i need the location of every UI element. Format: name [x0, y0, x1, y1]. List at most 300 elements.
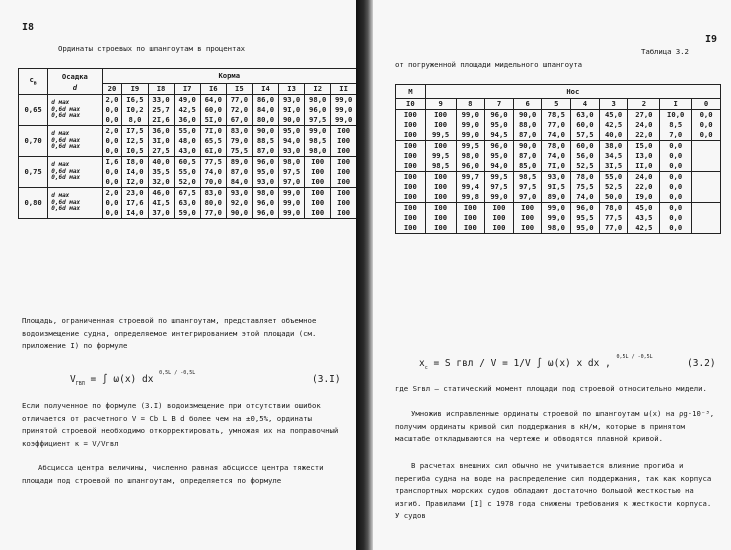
value-cell: 74,0 — [542, 151, 571, 161]
draft-label: d маx — [51, 129, 70, 137]
value-cell: 24,0 — [628, 172, 660, 183]
value-cell: 0,0 — [660, 172, 692, 183]
value-cell: 0,0 — [102, 146, 122, 157]
value-cell: 97,5 — [485, 182, 514, 192]
value-cell: 3I,0 — [148, 136, 174, 146]
value-cell: I2,0 — [122, 177, 148, 188]
formula-3-2: $x_c = S$ гвл / V = 1/V ∫ ω(x) x dx , $^{0,5L / -0,5L}$ — [419, 354, 653, 371]
value-cell: 60,5 — [174, 157, 200, 168]
book-spine — [356, 0, 373, 550]
value-cell: 84,0 — [252, 105, 278, 115]
value-cell: I4,0 — [122, 208, 148, 219]
value-cell: 99,0 — [279, 188, 305, 199]
value-cell: 99,5 — [425, 130, 456, 141]
value-cell: I00 — [396, 141, 426, 152]
value-cell: I7,6 — [122, 198, 148, 208]
value-cell: 8,0 — [122, 115, 148, 126]
value-cell: 99,0 — [334, 105, 353, 114]
value-cell: I00 — [485, 203, 514, 214]
value-cell: I00 — [396, 120, 426, 130]
value-cell: 64,0 — [200, 95, 226, 106]
value-cell: 52,0 — [174, 177, 200, 188]
value-cell: 40,0 — [599, 130, 628, 141]
value-cell: I9,0 — [628, 192, 660, 203]
value-cell: 27,5 — [148, 146, 174, 157]
value-cell: 2,0 — [102, 95, 122, 106]
value-cell: I00 — [425, 203, 456, 214]
value-cell: 7,0 — [660, 130, 692, 141]
cb-value-cell: 0,80 — [19, 188, 48, 219]
value-cell — [692, 182, 721, 192]
table-row — [396, 172, 721, 183]
value-cell: 42,5 — [628, 223, 660, 234]
value-cell: 0,0 — [660, 141, 692, 152]
value-cell: I00 — [396, 161, 426, 172]
value-cell: 99,5 — [485, 172, 514, 183]
value-cell: 7I,0 — [200, 126, 226, 137]
value-cell: 88,0 — [513, 120, 542, 130]
value-cell: 94,5 — [485, 130, 514, 141]
frame-header-cell: 6 — [513, 99, 542, 110]
formula-3-1: $V_{ГВЛ}$ = ∫ ω(x) dx $^{0,5L / -0,5L}$ — [70, 370, 196, 387]
value-cell: 99,4 — [456, 182, 485, 192]
value-cell: 60,0 — [571, 120, 600, 130]
table-row — [396, 192, 721, 203]
value-cell: 99,0 — [331, 115, 356, 126]
bow-title: Нос — [425, 85, 720, 99]
value-cell: I4,0 — [122, 167, 148, 177]
value-cell: 67,5 — [174, 188, 200, 199]
value-cell — [692, 161, 721, 172]
frame-header-cell: I9 — [122, 84, 148, 95]
right-ordinates-table — [395, 84, 721, 234]
value-cell: 77,0 — [599, 223, 628, 234]
value-cell: 89,0 — [226, 157, 252, 168]
frame-header-cell: I4 — [252, 84, 278, 95]
value-cell: 37,0 — [148, 208, 174, 219]
draft-label: 0,6d маx — [51, 112, 81, 120]
value-cell — [692, 141, 721, 152]
value-cell: 98,5 — [513, 172, 542, 183]
value-cell: 56,0 — [571, 151, 600, 161]
frame-header-cell: I — [660, 99, 692, 110]
frame-header-cell: I3 — [279, 84, 305, 95]
value-cell: 59,0 — [174, 208, 200, 219]
value-cell: I00 — [331, 208, 356, 219]
value-cell: 0,0 — [660, 151, 692, 161]
value-cell: I00 — [331, 146, 356, 157]
value-cell: 25,7 — [148, 105, 174, 115]
value-cell: 99,0 — [456, 130, 485, 141]
value-cell: 95,0 — [252, 167, 278, 177]
value-cell: I00 — [485, 213, 514, 223]
value-cell: I5,0 — [628, 141, 660, 152]
left-paragraph-1: Площадь, ограниченная строевой по шпангоутам, представляет объемное водоизмещение судна, определяемое интегрированием этой площади (см. приложение I) по формуле — [22, 316, 317, 351]
value-cell: 0,0 — [102, 105, 122, 115]
value-cell: I00 — [485, 223, 514, 234]
frame-header-cell: 20 — [102, 84, 122, 95]
value-cell: I00 — [337, 188, 351, 197]
value-cell: I00 — [305, 177, 331, 188]
table-row — [19, 157, 357, 168]
value-cell: 74,0 — [542, 130, 571, 141]
value-cell: I00 — [456, 213, 485, 223]
value-cell: I00 — [456, 223, 485, 234]
table-row — [396, 151, 721, 161]
right-page-number: I9 — [705, 34, 718, 45]
value-cell: 98,0 — [456, 151, 485, 161]
value-cell: 23,0 — [122, 188, 148, 199]
value-cell: 98,5 — [425, 161, 456, 172]
draft-label: 0,6d маx — [51, 167, 81, 175]
table-label: Таблица 3.2 — [641, 47, 689, 56]
value-cell: 36,0 — [174, 115, 200, 126]
value-cell: 55,0 — [599, 172, 628, 183]
value-cell: 0,0 — [660, 213, 692, 223]
value-cell: I00 — [425, 223, 456, 234]
value-cell — [692, 192, 721, 203]
value-cell: I00 — [331, 177, 356, 188]
draft-label: 0,6d маx — [51, 136, 81, 144]
value-cell: I7,5 — [122, 126, 148, 137]
value-cell: I00 — [305, 198, 331, 208]
value-cell: 96,0 — [252, 198, 278, 208]
value-cell: 99,0 — [542, 203, 571, 214]
value-cell: I0,5 — [122, 146, 148, 157]
value-cell: 74,0 — [571, 192, 600, 203]
value-cell: 70,0 — [200, 177, 226, 188]
draft-label: d маx — [51, 160, 70, 168]
value-cell: 55,0 — [174, 126, 200, 137]
value-cell: 2,0 — [102, 126, 122, 137]
value-cell: I00 — [425, 141, 456, 152]
value-cell: 32,0 — [148, 177, 174, 188]
draft-label: d маx — [51, 191, 70, 199]
value-cell: 0,0 — [699, 120, 713, 129]
value-cell: 99,7 — [456, 172, 485, 183]
osadka-header: Осадка d — [48, 69, 102, 95]
table-row — [396, 120, 721, 130]
cb-header: $c_в$ — [19, 69, 48, 95]
value-cell: 97,5 — [279, 167, 305, 177]
value-cell: 78,0 — [571, 172, 600, 183]
value-cell: 34,5 — [599, 151, 628, 161]
value-cell: 85,0 — [513, 161, 542, 172]
value-cell: 0,0 — [699, 110, 713, 119]
value-cell: 7I,0 — [542, 161, 571, 172]
value-cell: 99,0 — [279, 208, 305, 219]
value-cell: 0,0 — [692, 130, 721, 141]
value-cell: 63,0 — [174, 198, 200, 208]
value-cell: 6I,0 — [200, 146, 226, 157]
value-cell: 2,0 — [102, 188, 122, 199]
value-cell: 74,0 — [200, 167, 226, 177]
value-cell: I,6 — [102, 157, 122, 168]
draft-label: 0,6d маx — [51, 198, 81, 206]
value-cell: 84,0 — [226, 177, 252, 188]
value-cell: 95,0 — [485, 120, 514, 130]
frame-header-cell: I8 — [148, 84, 174, 95]
draft-labels-cell — [48, 95, 102, 126]
frame-header-cell: I0 — [396, 99, 426, 110]
value-cell: 90,0 — [513, 110, 542, 121]
draft-label: 0,6d маx — [51, 174, 81, 182]
value-cell: 78,0 — [542, 141, 571, 152]
value-cell: 90,0 — [279, 115, 305, 126]
value-cell: I00 — [456, 203, 485, 214]
value-cell: I2,5 — [122, 136, 148, 146]
frame-header-cell: I6 — [200, 84, 226, 95]
value-cell: 93,0 — [279, 146, 305, 157]
value-cell: 9I,0 — [279, 105, 305, 115]
value-cell: 22,0 — [628, 130, 660, 141]
value-cell: 65,5 — [200, 136, 226, 146]
value-cell: 33,0 — [148, 95, 174, 106]
value-cell: 2I,6 — [148, 115, 174, 126]
value-cell: 0,0 — [102, 208, 122, 219]
right-table-caption: от погруженной площади мидельного шпангоута — [395, 60, 583, 69]
value-cell: 98,5 — [305, 136, 331, 146]
value-cell: I00 — [396, 182, 426, 192]
value-cell: 40,0 — [148, 157, 174, 168]
cb-value-cell: 0,75 — [19, 157, 48, 188]
value-cell: 77,0 — [226, 95, 252, 106]
value-cell: 87,0 — [226, 167, 252, 177]
value-cell: I00 — [513, 203, 542, 214]
frame-header-cell: 7 — [485, 99, 514, 110]
value-cell: I0,0 — [660, 110, 692, 121]
value-cell: I00 — [513, 223, 542, 234]
value-cell — [692, 203, 721, 214]
frame-header-cell: 3 — [599, 99, 628, 110]
frame-header-cell: 2 — [628, 99, 660, 110]
value-cell: 0,0 — [102, 115, 122, 126]
value-cell: 87,0 — [513, 130, 542, 141]
value-cell: 42,5 — [599, 120, 628, 130]
table-row — [19, 188, 357, 199]
value-cell: 92,0 — [226, 198, 252, 208]
table-row — [396, 203, 721, 214]
value-cell: 52,5 — [571, 161, 600, 172]
table-row — [396, 141, 721, 152]
formula-3-1-number: (3.I) — [312, 374, 341, 385]
value-cell: I00 — [425, 192, 456, 203]
value-cell: I00 — [396, 130, 426, 141]
value-cell: 88,5 — [252, 136, 278, 146]
value-cell: II,0 — [628, 161, 660, 172]
value-cell: I00 — [396, 110, 426, 121]
value-cell: 95,5 — [571, 213, 600, 223]
value-cell: 49,0 — [174, 95, 200, 106]
value-cell: 96,0 — [252, 157, 278, 168]
value-cell: I00 — [396, 192, 426, 203]
value-cell: 93,0 — [542, 172, 571, 183]
value-cell: 99,5 — [456, 141, 485, 152]
value-cell: 90,0 — [513, 141, 542, 152]
value-cell: 98,0 — [305, 95, 331, 106]
value-cell: 77,0 — [542, 120, 571, 130]
value-cell: I00 — [396, 172, 426, 183]
value-cell: 97,0 — [513, 192, 542, 203]
value-cell: 87,0 — [252, 146, 278, 157]
value-cell: 99,8 — [456, 192, 485, 203]
draft-labels-cell — [48, 188, 102, 219]
value-cell: 4I,5 — [148, 198, 174, 208]
value-cell: 0,0 — [660, 161, 692, 172]
right-page — [373, 0, 731, 550]
draft-labels-cell — [48, 126, 102, 157]
value-cell: 99,0 — [485, 192, 514, 203]
value-cell: 83,0 — [200, 188, 226, 199]
frame-header-cell: II — [331, 84, 356, 95]
value-cell: 89,0 — [542, 192, 571, 203]
value-cell: I00 — [337, 126, 351, 135]
value-cell: 96,0 — [456, 161, 485, 172]
right-paragraph-3: В расчетах внешних сил обычно не учитывается влияние прогиба и перегиба судна на воде на распределение сил поддержания, так как корпуса транспортных морских судов обладают достаточно большой жесткостью на изгиб. Правилами [I] с 1978 года снижены требования к жесткости корпуса. У судов — [395, 461, 712, 521]
value-cell: 57,5 — [571, 130, 600, 141]
value-cell: 86,0 — [252, 95, 278, 106]
table-row — [396, 110, 721, 121]
value-cell: I00 — [337, 157, 351, 166]
value-cell: 0,0 — [102, 167, 122, 177]
value-cell: I00 — [305, 167, 331, 177]
draft-label: d маx — [51, 98, 70, 106]
value-cell — [692, 172, 721, 183]
right-paragraph-2: Умножив исправленные ординаты строевой по шпангоутам ω(x) на ρg·10⁻³, получим ординаты кривой сил поддержания в кН/м, которые в принятом масштабе откладываются на чертеже и обводятся плавной кривой. — [395, 409, 715, 444]
formula-3-2-number: (3.2) — [687, 358, 716, 369]
value-cell: I8,0 — [122, 157, 148, 168]
value-cell: 95,0 — [485, 151, 514, 161]
table-row — [19, 95, 357, 106]
draft-label: 0,6d маx — [51, 105, 81, 113]
left-page-number: I8 — [22, 22, 35, 33]
value-cell: I00 — [337, 136, 351, 145]
value-cell: 78,0 — [599, 203, 628, 214]
frame-header-cell: I7 — [174, 84, 200, 95]
value-cell: I00 — [425, 110, 456, 121]
value-cell: 99,0 — [279, 198, 305, 208]
value-cell: 0,0 — [660, 203, 692, 214]
frame-header-cell: 0 — [692, 99, 721, 110]
value-cell: 94,0 — [279, 136, 305, 146]
draft-label: 0,6d маx — [51, 143, 81, 151]
value-cell: 96,0 — [485, 110, 514, 121]
value-cell: 46,0 — [148, 188, 174, 199]
value-cell: 90,0 — [226, 208, 252, 219]
value-cell: 79,0 — [226, 136, 252, 146]
table-row — [396, 161, 721, 172]
value-cell: 55,0 — [174, 167, 200, 177]
value-cell: 96,0 — [485, 141, 514, 152]
value-cell: I00 — [305, 208, 331, 219]
value-cell: 48,0 — [174, 136, 200, 146]
value-cell: I00 — [396, 151, 426, 161]
value-cell: 93,0 — [252, 177, 278, 188]
value-cell: 77,0 — [200, 208, 226, 219]
value-cell: 72,0 — [226, 105, 252, 115]
value-cell: 93,0 — [226, 188, 252, 199]
value-cell: 98,0 — [542, 223, 571, 234]
frame-header-cell: I5 — [226, 84, 252, 95]
value-cell: I00 — [396, 203, 426, 214]
value-cell: 50,0 — [599, 192, 628, 203]
value-cell: 60,0 — [571, 141, 600, 152]
table-row — [396, 223, 721, 234]
value-cell: 99,0 — [305, 126, 331, 137]
value-cell: 75,5 — [226, 146, 252, 157]
value-cell: 98,0 — [305, 146, 331, 157]
value-cell: I00 — [305, 188, 331, 199]
frame-header-cell: I2 — [305, 84, 331, 95]
value-cell: 45,0 — [599, 110, 628, 121]
value-cell: 77,5 — [200, 157, 226, 168]
frame-header-cell: 4 — [571, 99, 600, 110]
value-cell: 99,0 — [456, 120, 485, 130]
value-cell: 94,0 — [485, 161, 514, 172]
value-cell: 42,5 — [174, 105, 200, 115]
value-cell: 36,0 — [148, 126, 174, 137]
value-cell: I00 — [425, 120, 456, 130]
value-cell: 83,0 — [226, 126, 252, 137]
value-cell: 9I,5 — [542, 182, 571, 192]
value-cell: 63,0 — [571, 110, 600, 121]
value-cell: I00 — [425, 172, 456, 183]
value-cell: 0,0 — [102, 136, 122, 146]
table-row — [396, 130, 721, 141]
right-paragraph-1: где Sгвл – статический момент площади под строевой относительно мидели. — [395, 384, 707, 393]
left-page — [0, 0, 356, 550]
value-cell: 52,5 — [599, 182, 628, 192]
value-cell: 95,0 — [279, 126, 305, 137]
value-cell: 3I,5 — [599, 161, 628, 172]
value-cell — [692, 213, 721, 223]
value-cell: 35,5 — [148, 167, 174, 177]
value-cell: 95,0 — [571, 223, 600, 234]
value-cell: 43,0 — [174, 146, 200, 157]
value-cell: 22,0 — [628, 182, 660, 192]
bow-frames-header-row — [396, 99, 721, 110]
value-cell: 97,5 — [305, 115, 331, 126]
table-row — [396, 182, 721, 192]
value-cell: 67,0 — [226, 115, 252, 126]
value-cell: 0,0 — [102, 198, 122, 208]
value-cell: I00 — [396, 223, 426, 234]
value-cell: I3,0 — [628, 151, 660, 161]
value-cell: I00 — [337, 167, 351, 176]
value-cell: 24,0 — [628, 120, 660, 130]
frames-title: Корма — [102, 69, 356, 84]
frame-header-cell: 8 — [456, 99, 485, 110]
value-cell: I00 — [396, 213, 426, 223]
value-cell: 97,0 — [279, 177, 305, 188]
table-row — [19, 126, 357, 137]
draft-label: 0,6d маx — [51, 205, 81, 213]
left-paragraph-3: Абсцисса центра величины, численно равная абсциссе центра тяжести площади под строевой по шпангоутам, определяется по формуле — [22, 463, 324, 485]
table-row — [396, 213, 721, 223]
value-cell: 98,0 — [279, 157, 305, 168]
value-cell — [692, 151, 721, 161]
draft-labels-cell — [48, 157, 102, 188]
value-cell: 60,0 — [200, 105, 226, 115]
value-cell: 96,0 — [305, 105, 331, 115]
value-cell: I00 — [305, 157, 331, 168]
value-cell: 45,0 — [628, 203, 660, 214]
value-cell: 75,5 — [571, 182, 600, 192]
value-cell: 96,0 — [571, 203, 600, 214]
value-cell: 93,0 — [279, 95, 305, 106]
value-cell: 43,5 — [628, 213, 660, 223]
value-cell: 87,0 — [513, 151, 542, 161]
